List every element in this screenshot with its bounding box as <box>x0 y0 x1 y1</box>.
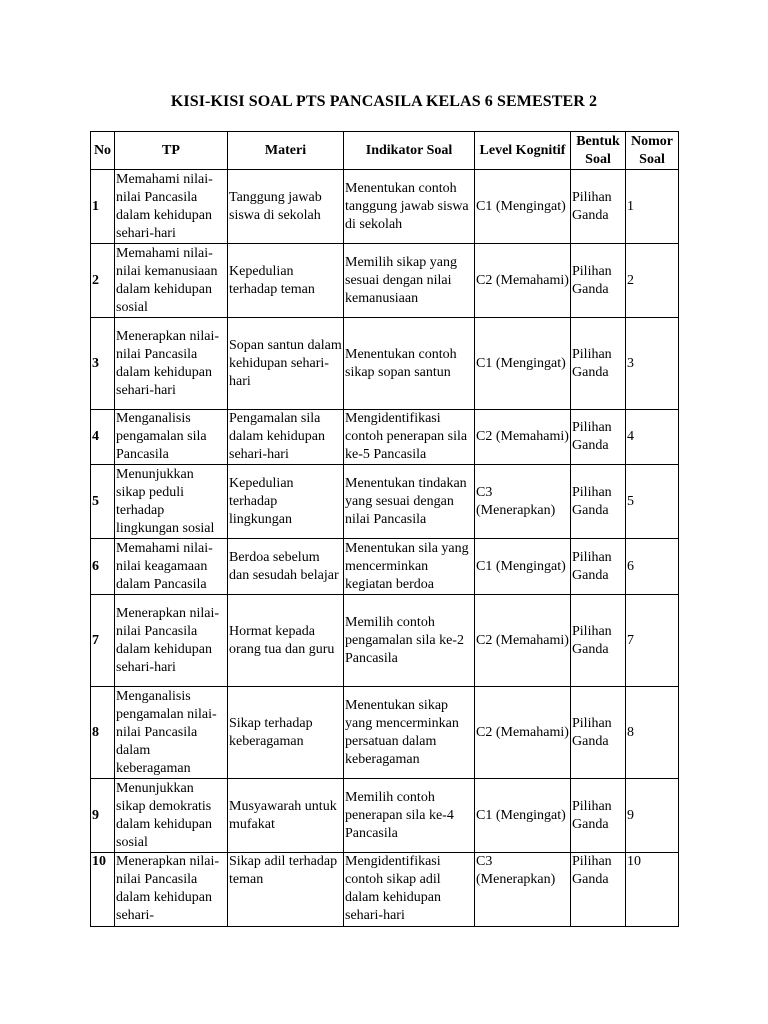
cell-no: 10 <box>91 853 115 927</box>
cell-level: C2 (Memahami) <box>475 244 571 318</box>
cell-level: C3 (Menerapkan) <box>475 853 571 927</box>
cell-bentuk: Pilihan Ganda <box>571 853 626 927</box>
cell-nomor: 2 <box>626 244 679 318</box>
cell-indikator: Menentukan sikap yang mencerminkan persatuan dalam keberagaman <box>344 687 475 779</box>
cell-materi: Pengamalan sila dalam kehidupan sehari-hari <box>228 410 344 465</box>
cell-materi: Sopan santun dalam kehidupan sehari-hari <box>228 318 344 410</box>
table-row <box>91 244 679 318</box>
table-row <box>91 318 679 410</box>
cell-bentuk: Pilihan Ganda <box>571 318 626 410</box>
cell-level: C3 (Menerapkan) <box>475 465 571 539</box>
cell-tp: Menganalisis pengamalan nilai-nilai Pancasila dalam keberagaman <box>115 687 228 779</box>
header-materi: Materi <box>228 132 344 170</box>
cell-indikator: Mengidentifikasi contoh penerapan sila ke-5 Pancasila <box>344 410 475 465</box>
cell-no: 8 <box>91 687 115 779</box>
cell-no: 6 <box>91 539 115 595</box>
cell-level: C2 (Memahami) <box>475 687 571 779</box>
header-no: No <box>91 132 115 170</box>
cell-tp: Menerapkan nilai-nilai Pancasila dalam kehidupan sehari-hari <box>115 595 228 687</box>
cell-indikator: Menentukan tindakan yang sesuai dengan nilai Pancasila <box>344 465 475 539</box>
cell-tp: Menunjukkan sikap demokratis dalam kehidupan sosial <box>115 779 228 853</box>
cell-indikator: Memilih contoh pengamalan sila ke-2 Pancasila <box>344 595 475 687</box>
cell-tp: Menerapkan nilai-nilai Pancasila dalam kehidupan sehari-hari <box>115 318 228 410</box>
cell-materi: Sikap terhadap keberagaman <box>228 687 344 779</box>
cell-indikator: Memilih sikap yang sesuai dengan nilai kemanusiaan <box>344 244 475 318</box>
header-bentuk: Bentuk Soal <box>571 132 626 170</box>
cell-tp: Menerapkan nilai-nilai Pancasila dalam kehidupan sehari- <box>115 853 228 927</box>
table-row <box>91 853 679 927</box>
cell-level: C1 (Mengingat) <box>475 318 571 410</box>
kisi-kisi-table <box>90 131 679 927</box>
cell-no: 5 <box>91 465 115 539</box>
header-nomor: Nomor Soal <box>626 132 679 170</box>
cell-level: C2 (Memahami) <box>475 595 571 687</box>
cell-bentuk: Pilihan Ganda <box>571 465 626 539</box>
cell-no: 2 <box>91 244 115 318</box>
cell-tp: Memahami nilai-nilai Pancasila dalam kehidupan sehari-hari <box>115 170 228 244</box>
document-title: KISI-KISI SOAL PTS PANCASILA KELAS 6 SEMESTER 2 <box>170 93 598 110</box>
cell-tp: Memahami nilai-nilai keagamaan dalam Pancasila <box>115 539 228 595</box>
cell-materi: Kepedulian terhadap lingkungan <box>228 465 344 539</box>
cell-nomor: 9 <box>626 779 679 853</box>
table-row <box>91 539 679 595</box>
cell-no: 7 <box>91 595 115 687</box>
table-row <box>91 410 679 465</box>
cell-no: 9 <box>91 779 115 853</box>
cell-bentuk: Pilihan Ganda <box>571 244 626 318</box>
cell-indikator: Menentukan contoh tanggung jawab siswa di sekolah <box>344 170 475 244</box>
cell-level: C1 (Mengingat) <box>475 779 571 853</box>
table-row <box>91 465 679 539</box>
cell-nomor: 3 <box>626 318 679 410</box>
cell-no: 3 <box>91 318 115 410</box>
cell-materi: Musyawarah untuk mufakat <box>228 779 344 853</box>
cell-materi: Tanggung jawab siswa di sekolah <box>228 170 344 244</box>
cell-tp: Memahami nilai-nilai kemanusiaan dalam kehidupan sosial <box>115 244 228 318</box>
table-row <box>91 779 679 853</box>
table-header-row <box>91 132 679 170</box>
cell-level: C2 (Memahami) <box>475 410 571 465</box>
cell-nomor: 1 <box>626 170 679 244</box>
cell-indikator: Mengidentifikasi contoh sikap adil dalam kehidupan sehari-hari <box>344 853 475 927</box>
cell-tp: Menunjukkan sikap peduli terhadap lingkungan sosial <box>115 465 228 539</box>
cell-materi: Sikap adil terhadap teman <box>228 853 344 927</box>
cell-nomor: 5 <box>626 465 679 539</box>
cell-nomor: 8 <box>626 687 679 779</box>
header-indikator: Indikator Soal <box>344 132 475 170</box>
cell-bentuk: Pilihan Ganda <box>571 410 626 465</box>
cell-bentuk: Pilihan Ganda <box>571 539 626 595</box>
cell-no: 4 <box>91 410 115 465</box>
cell-bentuk: Pilihan Ganda <box>571 595 626 687</box>
table-row <box>91 170 679 244</box>
cell-no: 1 <box>91 170 115 244</box>
cell-level: C1 (Mengingat) <box>475 170 571 244</box>
table-row <box>91 595 679 687</box>
header-tp: TP <box>115 132 228 170</box>
table-row <box>91 687 679 779</box>
cell-bentuk: Pilihan Ganda <box>571 687 626 779</box>
cell-tp: Menganalisis pengamalan sila Pancasila <box>115 410 228 465</box>
cell-nomor: 4 <box>626 410 679 465</box>
cell-level: C1 (Mengingat) <box>475 539 571 595</box>
header-level: Level Kognitif <box>475 132 571 170</box>
cell-materi: Kepedulian terhadap teman <box>228 244 344 318</box>
cell-nomor: 10 <box>626 853 679 927</box>
cell-materi: Hormat kepada orang tua dan guru <box>228 595 344 687</box>
cell-indikator: Menentukan sila yang mencerminkan kegiatan berdoa <box>344 539 475 595</box>
cell-bentuk: Pilihan Ganda <box>571 170 626 244</box>
cell-indikator: Memilih contoh penerapan sila ke-4 Pancasila <box>344 779 475 853</box>
cell-bentuk: Pilihan Ganda <box>571 779 626 853</box>
cell-indikator: Menentukan contoh sikap sopan santun <box>344 318 475 410</box>
cell-nomor: 6 <box>626 539 679 595</box>
cell-nomor: 7 <box>626 595 679 687</box>
cell-materi: Berdoa sebelum dan sesudah belajar <box>228 539 344 595</box>
